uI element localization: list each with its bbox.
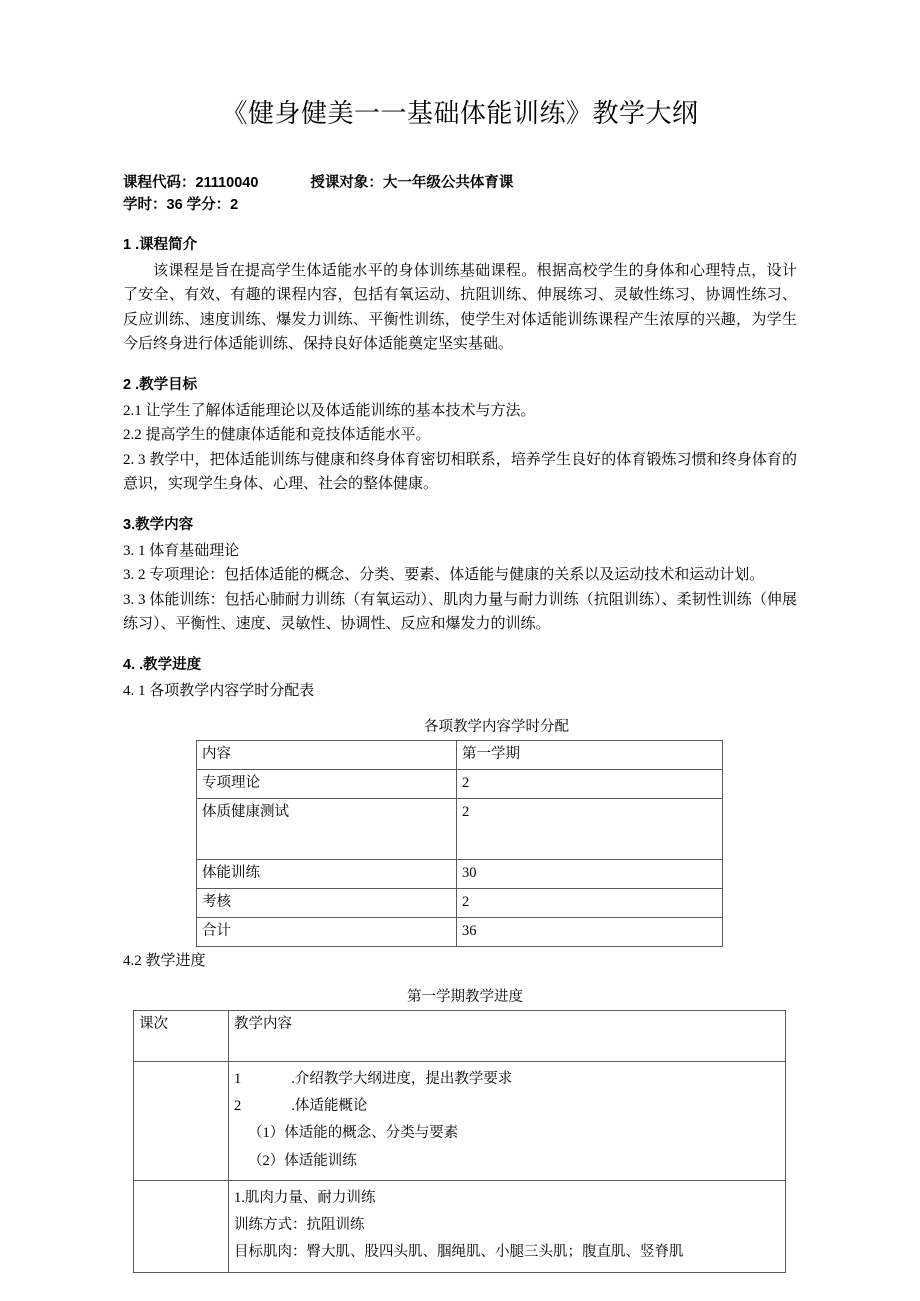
section-2-heading: 2 .教学目标 bbox=[123, 377, 198, 394]
table-1-cell-term: 2 bbox=[457, 889, 723, 918]
course-meta bbox=[123, 172, 797, 217]
audience-value: 大一年级公共体育课 bbox=[382, 174, 514, 191]
schedule-line: 目标肌肉：臀大肌、股四头肌、腘绳肌、小腿三头肌；腹直肌、竖脊肌 bbox=[234, 1244, 684, 1261]
hours-allocation-table bbox=[196, 740, 723, 947]
table-1-cell-term: 36 bbox=[457, 918, 723, 947]
section-2-1: 2.1 让学生了解体适能理论以及体适能训练的基本技术与方法。 bbox=[123, 403, 536, 420]
table-1-cell-content: 专项理论 bbox=[197, 770, 457, 799]
schedule-item-text: .体适能概论 bbox=[291, 1098, 368, 1115]
table-row bbox=[134, 1061, 786, 1180]
section-3-3: 3. 3 体能训练：包括心肺耐力训练（有氧运动）、肌肉力量与耐力训练（抗阻训练）、柔韧性训练（伸展练习）、平衡性、速度、灵敏性、协调性、反应和爆发力的训练。 bbox=[123, 591, 797, 632]
section-2-2: 2.2 提高学生的健康体适能和竞技体适能水平。 bbox=[123, 427, 431, 444]
table-2-cell-lesson bbox=[134, 1180, 229, 1272]
table-1-block bbox=[196, 717, 797, 947]
table-1-header-content: 内容 bbox=[197, 741, 457, 770]
table-1-cell-content: 考核 bbox=[197, 889, 457, 918]
section-4-heading: 4. .教学进度 bbox=[123, 657, 202, 674]
page-title: 《健身健美一一基础体能训练》教学大纲 bbox=[221, 99, 699, 128]
section-1-paragraph: 该课程是旨在提高学生体适能水平的身体训练基础课程。根据高校学生的身体和心理特点，设计了安全、有效、有趣的课程内容，包括有氧运动、抗阻训练、伸展练习、灵敏性练习、协调性练习、反应训练、速度训练、爆发力训练、平衡性训练，使学生对体适能训练课程产生浓厚的兴趣，为学生今后终身进行体适能训练、保持良好体适能奠定坚实基础。 bbox=[123, 263, 797, 353]
schedule-item-text: .介绍教学大纲进度，提出教学要求 bbox=[291, 1070, 513, 1087]
audience-label: 授课对象： bbox=[310, 174, 383, 191]
document-content bbox=[123, 0, 797, 1273]
table-row bbox=[197, 889, 723, 918]
table-row-header bbox=[197, 741, 723, 770]
table-2-cell-lesson bbox=[134, 1061, 229, 1180]
section-3-1: 3. 1 体育基础理论 bbox=[123, 543, 240, 560]
table-1-cell-term: 2 bbox=[457, 770, 723, 799]
course-code-value: 21110040 bbox=[195, 174, 259, 191]
schedule-line: （2）体适能训练 bbox=[248, 1152, 357, 1169]
table-1-cell-term: 30 bbox=[457, 860, 723, 889]
table-1-cell-content: 体质健康测试 bbox=[197, 799, 457, 860]
table-2-header-content: 教学内容 bbox=[229, 1010, 786, 1061]
section-3-heading: 3.教学内容 bbox=[123, 517, 194, 534]
table-1-caption: 各项教学内容学时分配 bbox=[424, 719, 569, 736]
table-1-cell-content: 合计 bbox=[197, 918, 457, 947]
course-code-label: 课程代码： bbox=[123, 174, 196, 191]
table-row bbox=[134, 1180, 786, 1272]
section-teaching-objectives bbox=[123, 375, 797, 496]
schedule-item-number: 1 bbox=[234, 1070, 242, 1087]
schedule-item-number: 2 bbox=[234, 1098, 242, 1115]
schedule-line bbox=[234, 1093, 781, 1120]
section-2-3: 2. 3 教学中，把体适能训练与健康和终身体育密切相联系，培养学生良好的体育锻炼习惯和终身体育的意识，实现学生身体、心理、社会的整体健康。 bbox=[123, 451, 797, 493]
schedule-line: （1）体适能的概念、分类与要素 bbox=[248, 1125, 459, 1142]
table-1-cell-term: 2 bbox=[457, 799, 723, 860]
table-2-cell-content bbox=[229, 1180, 786, 1272]
table-row bbox=[197, 799, 723, 860]
meta-line-code-audience bbox=[123, 172, 797, 194]
schedule-line: 训练方式：抗阻训练 bbox=[234, 1217, 365, 1234]
table-row-header bbox=[134, 1010, 786, 1061]
section-1-heading: 1 .课程简介 bbox=[123, 237, 198, 254]
table-2-header-lesson: 课次 bbox=[134, 1010, 229, 1061]
table-row bbox=[197, 770, 723, 799]
section-4-2-heading: 4.2 教学进度 bbox=[123, 953, 206, 970]
semester-schedule-table bbox=[133, 1010, 786, 1273]
section-course-intro bbox=[123, 235, 797, 356]
table-1-header-term: 第一学期 bbox=[457, 741, 723, 770]
schedule-line: 1.肌肉力量、耐力训练 bbox=[234, 1189, 376, 1206]
section-4-1: 4. 1 各项教学内容学时分配表 bbox=[123, 683, 315, 699]
section-teaching-schedule bbox=[123, 655, 797, 703]
table-2-block bbox=[133, 987, 797, 1273]
table-2-caption: 第一学期教学进度 bbox=[407, 989, 523, 1006]
section-teaching-content bbox=[123, 515, 797, 636]
meta-line-hours-credits: 学时：36 学分：2 bbox=[123, 196, 239, 213]
table-row bbox=[197, 918, 723, 947]
table-1-cell-content: 体能训练 bbox=[197, 860, 457, 889]
table-row bbox=[197, 860, 723, 889]
section-3-2: 3. 2 专项理论：包括体适能的概念、分类、要素、体适能与健康的关系以及运动技术和运动计划。 bbox=[123, 567, 765, 584]
table-2-cell-content bbox=[229, 1061, 786, 1180]
schedule-line bbox=[234, 1066, 781, 1093]
